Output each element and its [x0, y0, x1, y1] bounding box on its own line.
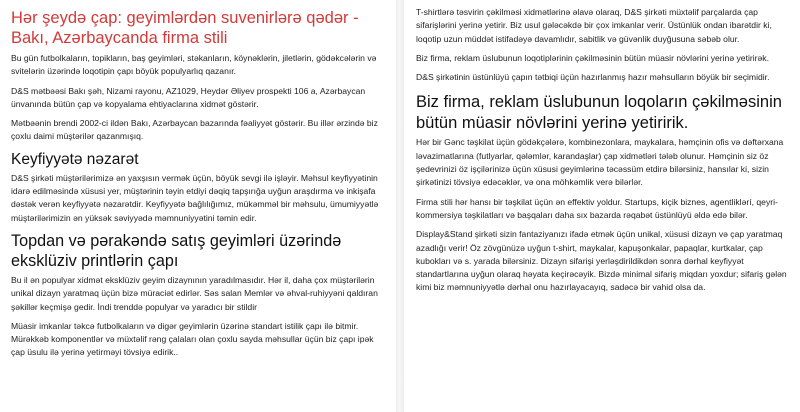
custom-design-paragraph: Display&Stand şirkəti sizin fantaziyanızı ifadə etmək üçün unikal, xüsusi dizayn və çap yaratmaq azadlığı verir! Öz zövgünüzə uyğun t-shirt, maykalar, kapuşonkalar, papaqlar, kurtkalar, çap kubokları və s. yarada bilərsiniz. Dizayn sifarişi yerləşdirildikdən sonra dərhal keyfiyyət standartlarına uyğun olaraq həyata keçirəcəyik. Bizdə minimal sifariş miqdarı yoxdur; sifariş gələn kimi biz məmnuniyyətlə dərhal onu hazırlayacayıq, sadəcə bir vahid olsa da.: [416, 229, 787, 293]
page-title: Hər şeydə çap: geyimlərdən suvenirlərə qədər - Bakı, Azərbaycanda firma stili: [11, 9, 359, 47]
firm-style-paragraph: Firma stili hər hansı bir təşkilat üçün ən effektiv yoldur. Startups, kiçik biznes, agentliklərí, qeyri-kommersiya təşkilatları və başqaları daha sıx bazarda rəqabət üstünlüyü əldə edə bilər.: [416, 196, 778, 220]
silk-print-paragraph: Müasir imkanlar təkcə futbolkaların və digər geyimlərin üzərinə standart istilik çapı ilə bitmir. Mürəkkəb komponentlər və müxtəlif rəng çalaları olan çoxlu sayda məhsullar üçün biz çapı ipək çap üsulu ilə yerinə yetirməyi tövsiyə edirik..: [11, 320, 374, 358]
advantage-paragraph: D&S şirkətinin üstünlüyü çapın tətbiqi üçün hazırlanmış hazır məhsulların böyük bir seçimidir.: [416, 72, 770, 83]
quality-control-paragraph: D&S şirkəti müştərilərimizə ən yaxşısın vermək üçün, böyük sevgi ilə işləyir. Məhsul keyfiyyətinin idarə edilməsində xüsusi yer, müştərinin təyin etdiyi dəqiq tapşırığa uyğun araşdırma və inkişafa dəstək verən keyfiyyətə nəzarətdir. Keyfiyyətə bağlılığımız, mükəmməl bir məhsulu, ümumiyyətlə müştərilərimizin ən yüksək səviyyədə məmnuniyyətini təmin edir.: [11, 172, 379, 223]
exclusive-prints-heading: Topdan və pərakəndə satış geyimləri üzərində eksklüziv printlərin çapı: [11, 231, 342, 270]
address-paragraph: D&S mətbəəsi Bakı şəh, Nizami rayonu, AZ1029, Heydər Əliyev prospekti 106 a, Azərbaycan ünvanında bütün çap və kopyalama ehtiyaclarına xidmət göstərir.: [11, 85, 366, 109]
logo-services-paragraph: Biz firma, reklam üslubunun loqotiplərinin çəkilməsinin bütün müasir növlərini yerinə yetirirək.: [416, 52, 769, 63]
brand-history-paragraph: Mətbəənin brendi 2002-ci ildən Bakı, Azərbaycan bazarında fəaliyyət göstərir. Bu illər ərzində biz çoxlu daimi müştərilər qazanmışıq.: [11, 118, 378, 142]
right-page: [404, 0, 800, 412]
left-page: [0, 0, 396, 412]
page-gutter: [396, 0, 404, 412]
quality-control-heading: Keyfiyyətə nəzarət: [11, 150, 139, 168]
intro-paragraph: Bu gün futbolkaların, topikların, baş geyimləri, stəkanların, köynəklərin, jiletlərin, gödəkcələrin və svitelərin üzərində loqotipin çapı böyük populyarlıq qazanır.: [11, 53, 377, 77]
corporate-style-heading: Biz firma, reklam üslubunun loqoların çəkilməsinin bütün müasir növlərini yerinə yetiririk.: [416, 93, 782, 133]
exclusive-design-paragraph: Bu il ən populyar xidmət eksklüziv geyim dizaynının yaradılmasıdır. Hər il, daha çox müştərilərin unikal dizayn yaratmaq üçün bizə müraciət edirlər. Səs salan Memlər və əhval-ruhiyyəni qaldıran şəkillər keçmişə gedir. İndi trenddə populyar və yaradıcı bir stildir: [11, 274, 378, 312]
fabric-print-paragraph: T-shirtlərə təsvirin çəkilməsi xidmətlərinə əlavə olaraq, D&S şirkəti müxtəlif parçalarda çap sifarişlərini yerinə yetirir. Biz usul gələcəkdə bir çox imkanlar verir. Üstünlük ondan ibarətdir ki, loqotip uzun müddət istifadəyə davamlıdır, sabitlik və güvənlik duyğusuna səbəb olur.: [416, 7, 772, 44]
uniforms-paragraph: Hər bir Gənc təşkilat üçün gödəkçələrə, kombinezonlara, maykalara, həmçinin ofis və dəftərxana ləvazimatlarına (futlyarlar, qələmlər, karandaşlar) çap xidmətləri tələb olunur. Həmçinin siz öz şedevrinizi öz işçilərinizə üçün xüsusi geyimlərinə təcəssüm etdirə bilərsiniz, hansılar ki, sizin şirkətinizi tövsiyə edəcəklər, və ona möhkəmlik verə bilərlər.: [416, 137, 784, 188]
